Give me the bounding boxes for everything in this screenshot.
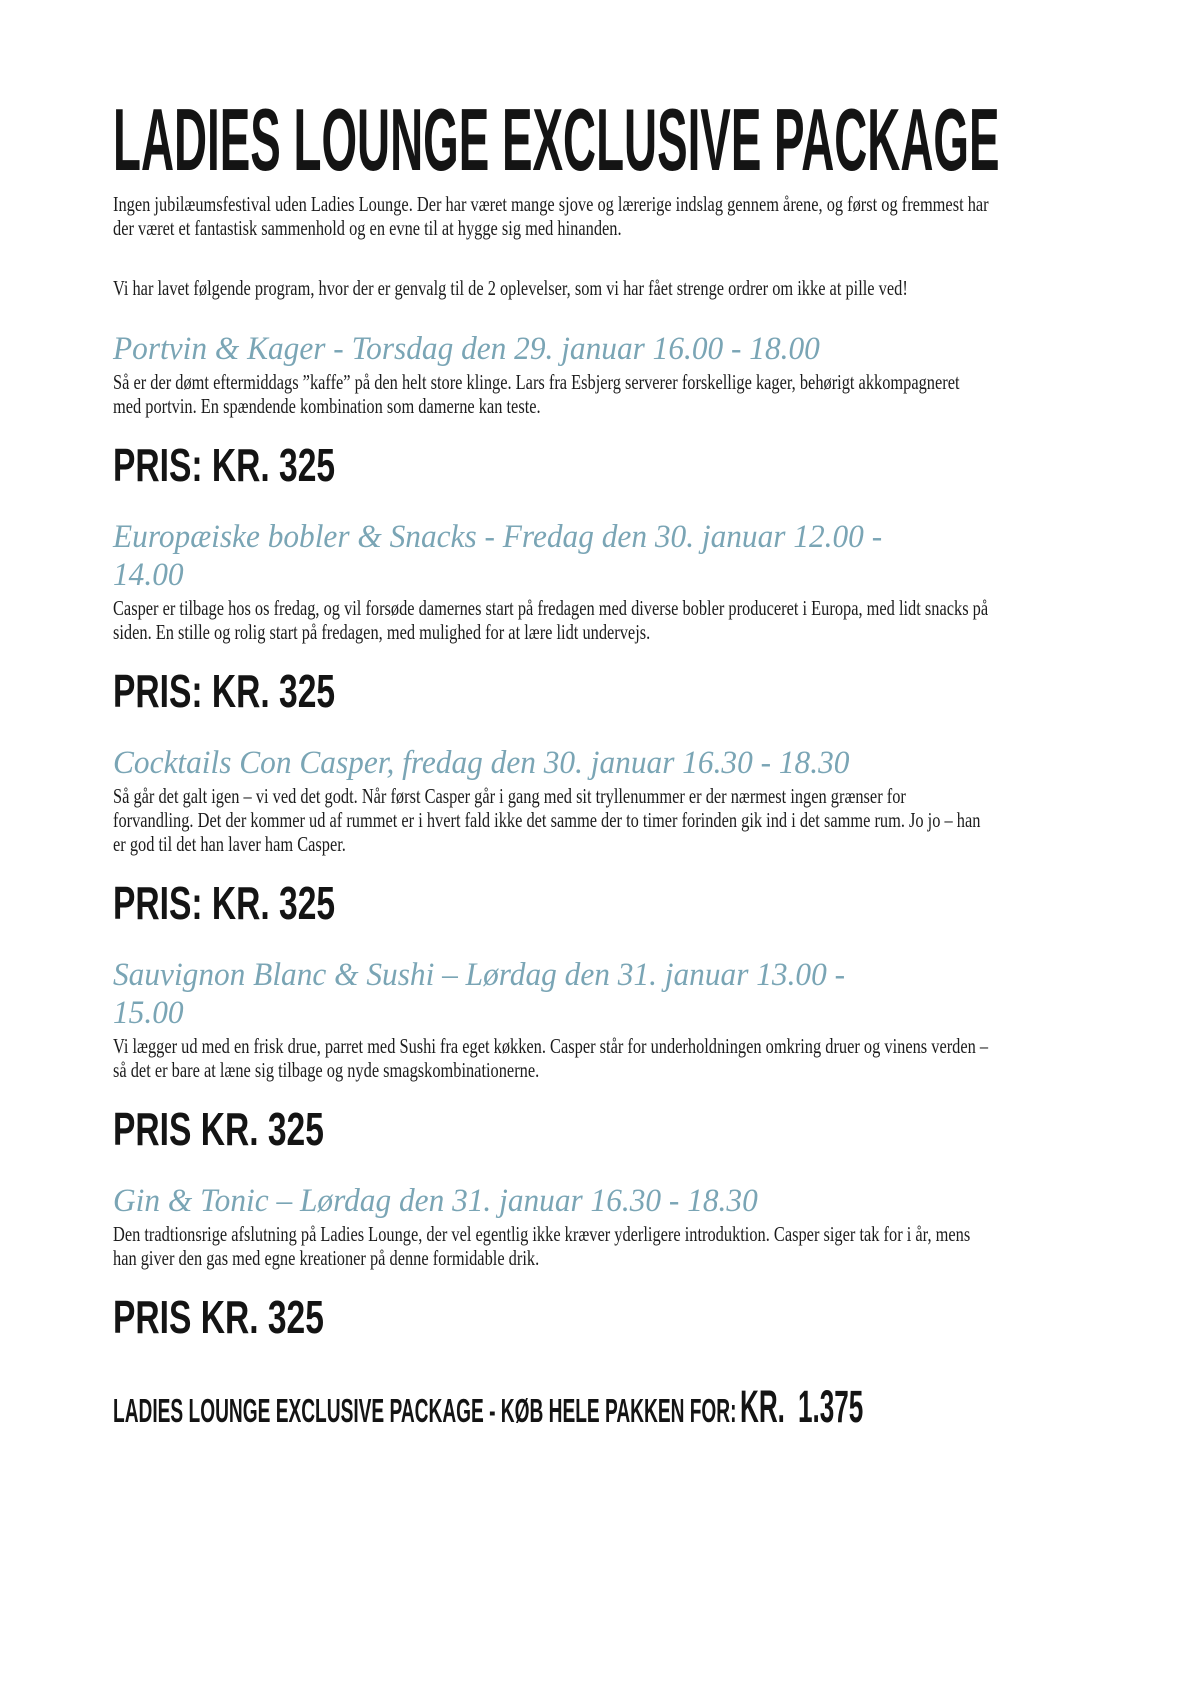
section-description: Den tradtionsrige afslutning på Ladies Lounge, der vel egentlig ikke kræver yderligere introduktion. Casper siger tak for i år, mens han giver den gas med egne kreationer på denne formidable drik. — [113, 1222, 971, 1270]
price-label: PRIS: KR. 325 — [113, 665, 336, 717]
section-description: Vi lægger ud med en frisk drue, parret med Sushi fra eget køkken. Casper står for underholdningen omkring druer og vinens verden – så det er bare at læne sig tilbage og nyde smagskombinationerne. — [113, 1034, 989, 1082]
package-total-line — [113, 1381, 990, 1434]
section-heading: Portvin & Kager - Torsdag den 29. januar 16.00 - 18.00 — [113, 331, 820, 367]
intro-paragraph-1: Ingen jubilæumsfestival uden Ladies Lounge. Der har været mange sjove og lærerige indslag gennem årene, og først og fremmest har der været et fantastisk sammenhold og en evne til at hygge sig med hinanden. — [113, 192, 989, 240]
page-title-text: LADIES LOUNGE EXCLUSIVE PACKAGE — [113, 90, 1000, 189]
section-sauvignon-blanc-sushi — [113, 956, 990, 1155]
price-label: PRIS: KR. 325 — [113, 439, 336, 491]
section-europaeiske-bobler — [113, 518, 990, 717]
section-gin-tonic — [113, 1182, 990, 1343]
section-description: Så er der dømt eftermiddags ”kaffe” på den helt store klinge. Lars fra Esbjerg serverer forskellige kager, behørigt akkompagneret med portvin. En spændende kombination som damerne kan teste. — [113, 370, 960, 418]
section-heading: Sauvignon Blanc & Sushi – Lørdag den 31. januar 13.00 - 15.00 — [113, 957, 846, 1031]
page-title — [113, 90, 1000, 189]
section-portvin-kager — [113, 330, 990, 491]
section-description: Casper er tilbage hos os fredag, og vil forsøde damernes start på fredagen med diverse bobler produceret i Europa, med lidt snacks på siden. En stille og rolig start på fredagen, med mulighed for at lære lidt undervejs. — [113, 596, 989, 644]
price-label: PRIS KR. 325 — [113, 1291, 324, 1343]
package-total-price: KR. 1.375 — [739, 1381, 864, 1432]
package-total-label: LADIES LOUNGE EXCLUSIVE PACKAGE - KØB HELE PAKKEN FOR: — [113, 1392, 737, 1429]
intro-paragraph-2: Vi har lavet følgende program, hvor der er genvalg til de 2 oplevelser, som vi har fået strenge ordrer om ikke at pille ved! — [113, 276, 908, 300]
price-label: PRIS KR. 325 — [113, 1103, 324, 1155]
price-label: PRIS: KR. 325 — [113, 877, 336, 929]
section-description: Så går det galt igen – vi ved det godt. Når først Casper går i gang med sit tryllenummer er der nærmest ingen grænser for forvandling. Det der kommer ud af rummet er i hvert fald ikke det samme der to timer forinden gik ind i det samme rum. Jo jo – han er god til det han laver ham Casper. — [113, 784, 981, 856]
section-cocktails-con-casper — [113, 744, 990, 929]
section-heading: Europæiske bobler & Snacks - Fredag den 30. januar 12.00 - 14.00 — [113, 519, 883, 593]
section-heading: Gin & Tonic – Lørdag den 31. januar 16.30 - 18.30 — [113, 1183, 758, 1219]
section-heading: Cocktails Con Casper, fredag den 30. januar 16.30 - 18.30 — [113, 745, 850, 781]
